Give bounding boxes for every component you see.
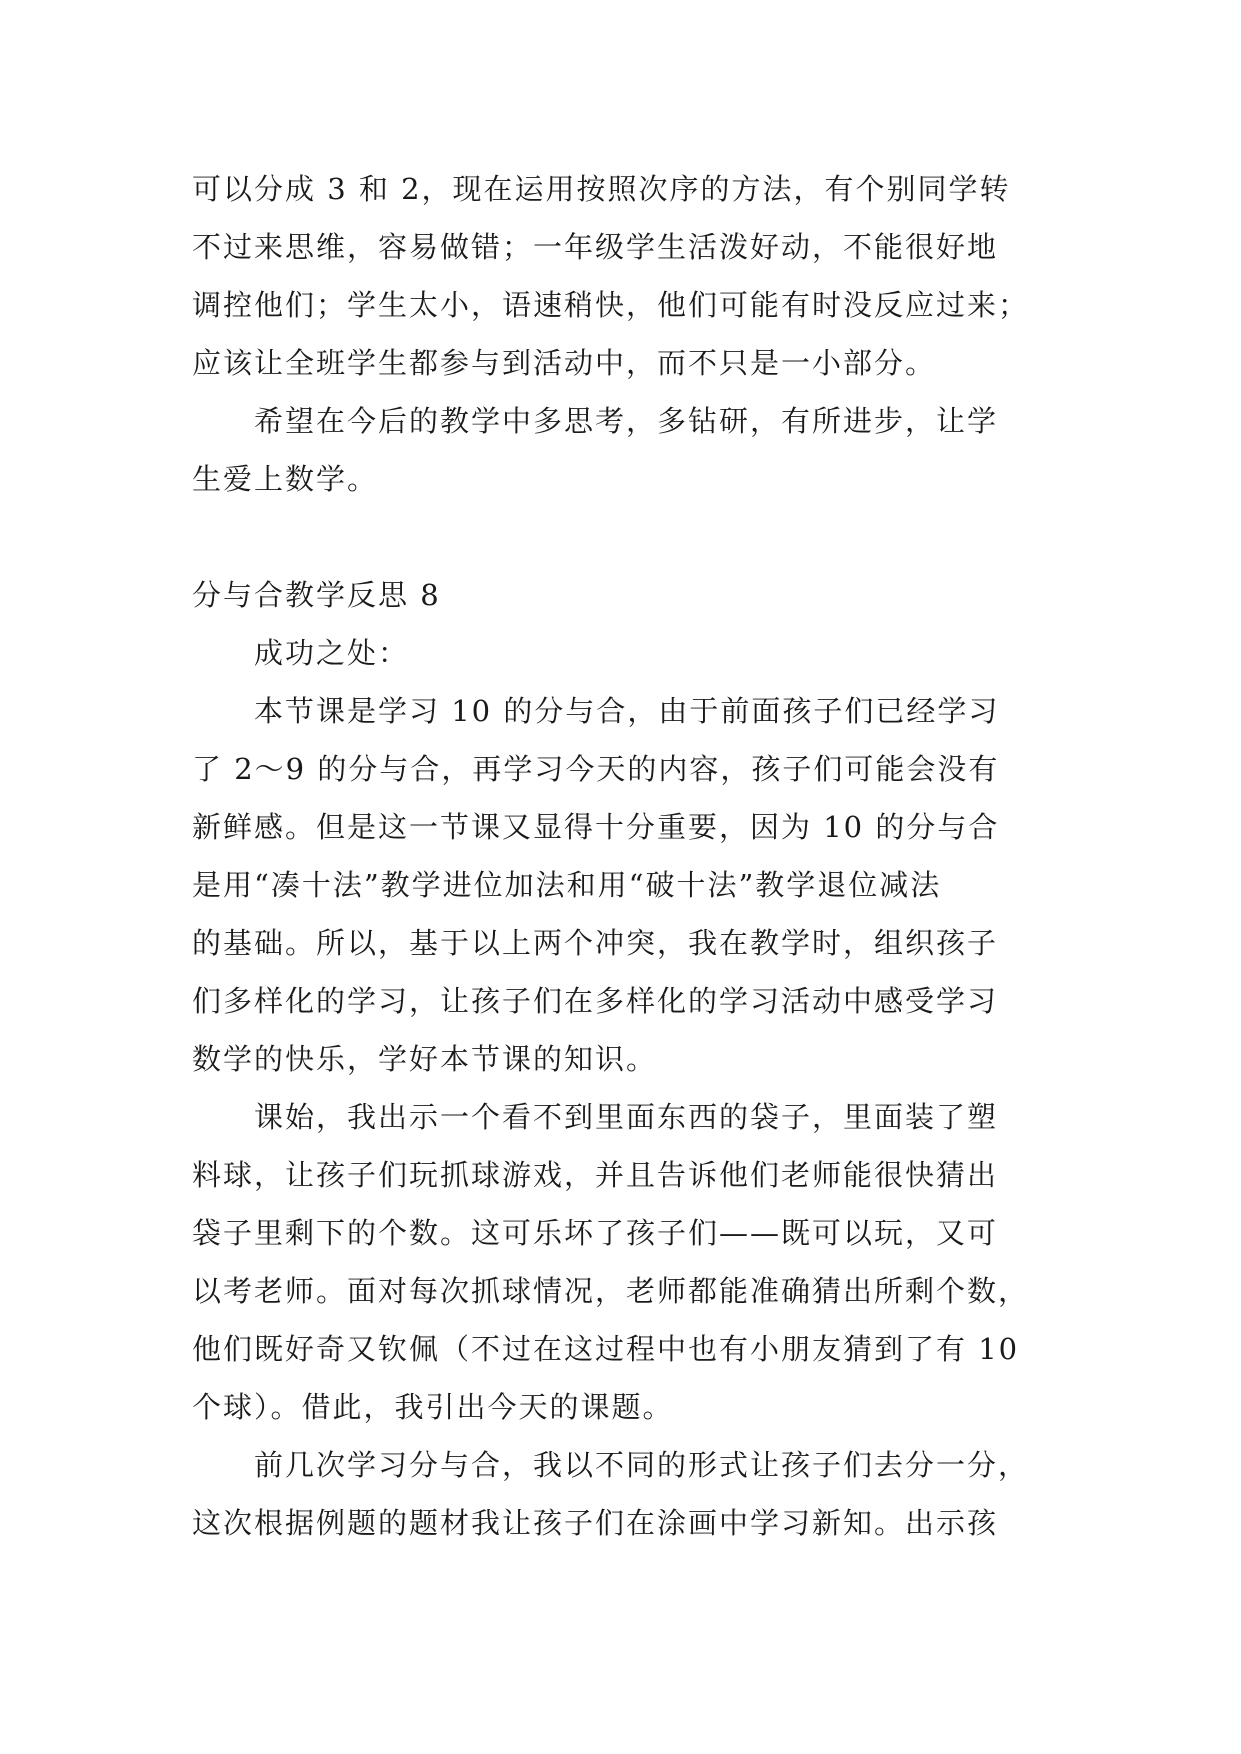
document-body (192, 160, 1050, 1552)
continuation-paragraph (192, 160, 1050, 392)
paragraph-3 (192, 1436, 1050, 1552)
text-line: 个球）。借此，我引出今天的课题。 (192, 1390, 674, 1424)
text-line: 课始，我出示一个看不到里面东西的袋子，里面装了塑 (254, 1100, 999, 1134)
text-line: 数学的快乐，学好本节课的知识。 (192, 1042, 658, 1076)
text-line: 不过来思维，容易做错；一年级学生活泼好动，不能很好地 (192, 230, 999, 264)
text-line: 料球，让孩子们玩抓球游戏，并且告诉他们老师能很快猜出 (192, 1158, 999, 1192)
text-line: 袋子里剩下的个数。这可乐坏了孩子们——既可以玩，又可 (192, 1216, 999, 1250)
text-line: 以考老师。面对每次抓球情况，老师都能准确猜出所剩个数， (192, 1274, 1030, 1308)
text-line: 应该让全班学生都参与到活动中，而不只是一小部分。 (192, 346, 937, 380)
paragraph-2 (192, 1088, 1050, 1436)
text-line: 本节课是学习 10 的分与合，由于前面孩子们已经学习 (254, 694, 1000, 728)
text-line: 了 2～9 的分与合，再学习今天的内容，孩子们可能会没有 (192, 752, 1000, 786)
text-line: 可以分成 3 和 2，现在运用按照次序的方法，有个别同学转 (192, 172, 1011, 206)
text-line: 新鲜感。但是这一节课又显得十分重要，因为 10 的分与合 (192, 810, 1000, 844)
text-line: 们多样化的学习，让孩子们在多样化的学习活动中感受学习 (192, 984, 999, 1018)
text-line: 他们既好奇又钦佩（不过在这过程中也有小朋友猜到了有 10 (192, 1332, 1020, 1366)
section-title: 分与合教学反思 8 (192, 578, 441, 612)
text-line: 的基础。所以，基于以上两个冲突，我在教学时，组织孩子 (192, 926, 999, 960)
text-line: 这次根据例题的题材我让孩子们在涂画中学习新知。出示孩 (192, 1506, 999, 1540)
text-line: 是用“凑十法”教学进位加法和用“破十法”教学退位减法 (192, 868, 942, 902)
paragraph-1 (192, 682, 1050, 1088)
text-line: 希望在今后的教学中多思考，多钻研，有所进步，让学 (254, 404, 999, 438)
closing-paragraph (192, 392, 1050, 508)
text-line: 前几次学习分与合，我以不同的形式让孩子们去分一分， (254, 1448, 1030, 1482)
text-line: 生爱上数学。 (192, 462, 379, 496)
section-subtitle: 成功之处： (254, 636, 410, 670)
text-line: 调控他们；学生太小，语速稍快，他们可能有时没反应过来； (192, 288, 1030, 322)
section-spacer (192, 508, 1050, 566)
